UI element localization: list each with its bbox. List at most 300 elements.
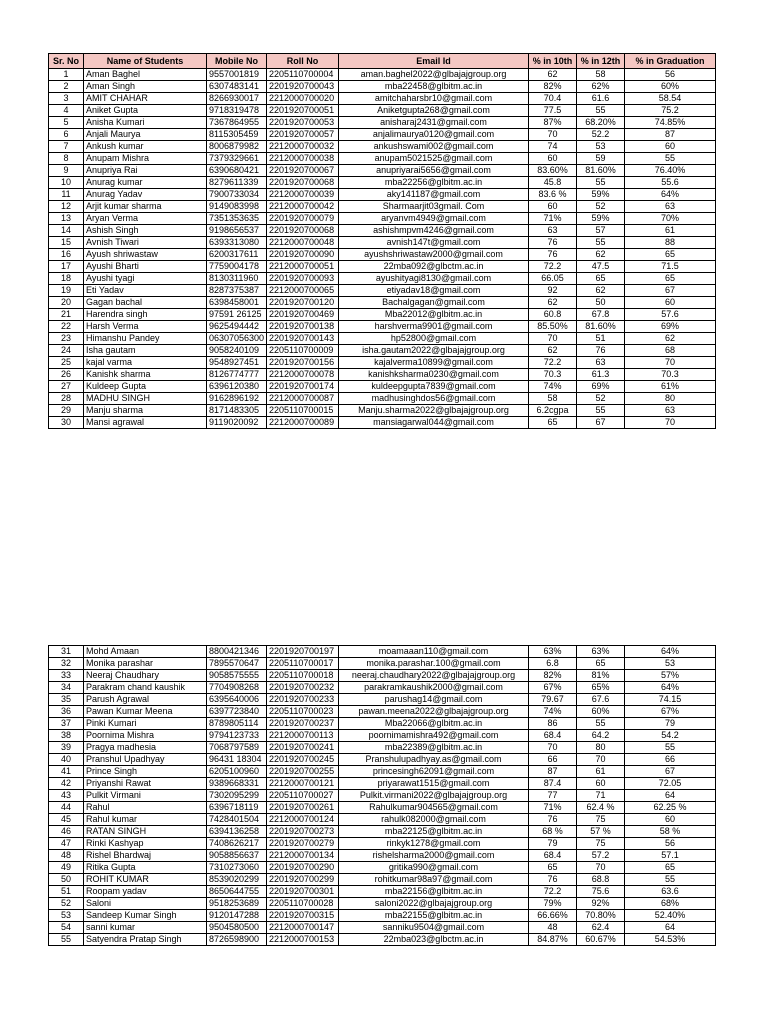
cell-graduation: 74.15 [625,694,716,706]
cell-email: anupriyarai5656@gmail.com [339,165,529,177]
cell-roll: 2201920700299 [267,874,339,886]
cell-mobile: 8789805114 [207,718,267,730]
cell-sr-no: 8 [49,153,84,165]
cell-sr-no: 29 [49,405,84,417]
cell-email: rinkyk1278@gmail.com [339,838,529,850]
cell-roll: 2201920700301 [267,886,339,898]
table-row [49,249,716,261]
cell-graduation: 63 [625,201,716,213]
cell-graduation: 55 [625,742,716,754]
cell-mobile: 6397723840 [207,706,267,718]
cell-10th: 86 [529,718,577,730]
table-row [49,670,716,682]
cell-roll: 2212000700042 [267,201,339,213]
cell-mobile: 9162896192 [207,393,267,405]
table-row [49,814,716,826]
cell-name: Harsh Verma [84,321,207,333]
cell-graduation: 64 [625,922,716,934]
cell-name: Avnish Tiwari [84,237,207,249]
cell-email: etiyadav18@gmail.com [339,285,529,297]
cell-graduation: 79 [625,718,716,730]
cell-graduation: 52.40% [625,910,716,922]
cell-email: sanniku9504@gmail.com [339,922,529,934]
cell-graduation: 54.53% [625,934,716,946]
cell-graduation: 63 [625,405,716,417]
cell-sr-no: 27 [49,381,84,393]
cell-sr-no: 24 [49,345,84,357]
cell-name: Priyanshi Rawat [84,778,207,790]
cell-name: Aman Singh [84,81,207,93]
cell-12th: 68.20% [577,117,625,129]
cell-email: 22mba023@glbctm.ac.in [339,934,529,946]
cell-10th: 66.66% [529,910,577,922]
cell-sr-no: 41 [49,766,84,778]
cell-10th: 87% [529,117,577,129]
cell-name: Roopam yadav [84,886,207,898]
header-sr-no: Sr. No [49,54,84,69]
table-row [49,81,716,93]
cell-10th: 68.4 [529,850,577,862]
cell-name: Pinki Kumari [84,718,207,730]
cell-roll: 2212000700087 [267,393,339,405]
cell-email: Manju.sharma2022@glbajajgroup.org [339,405,529,417]
cell-10th: 72.2 [529,357,577,369]
cell-roll: 2212000700048 [267,237,339,249]
cell-roll: 2212000700089 [267,417,339,429]
cell-12th: 80 [577,742,625,754]
cell-mobile: 9389668331 [207,778,267,790]
cell-name: Anupriya Rai [84,165,207,177]
cell-mobile: 9149083998 [207,201,267,213]
cell-mobile: 6393313080 [207,237,267,249]
cell-10th: 66.05 [529,273,577,285]
table-row [49,285,716,297]
cell-roll: 2201920700233 [267,694,339,706]
cell-sr-no: 42 [49,778,84,790]
cell-12th: 67.6 [577,694,625,706]
cell-10th: 71% [529,213,577,225]
cell-email: ayushshriwastaw2000@gmail.com [339,249,529,261]
cell-roll: 2201920700197 [267,646,339,658]
table-row [49,321,716,333]
cell-name: Aryan Verma [84,213,207,225]
table-row [49,934,716,946]
cell-12th: 58 [577,69,625,81]
cell-roll: 2212000700134 [267,850,339,862]
cell-12th: 65% [577,682,625,694]
cell-roll: 2201920700156 [267,357,339,369]
cell-12th: 51 [577,333,625,345]
cell-email: mba22256@glbitm.ac.in [339,177,529,189]
cell-roll: 2212000700020 [267,93,339,105]
cell-12th: 81% [577,670,625,682]
cell-roll: 2201920700279 [267,838,339,850]
cell-sr-no: 13 [49,213,84,225]
cell-10th: 74% [529,706,577,718]
cell-graduation: 65 [625,249,716,261]
cell-10th: 62 [529,297,577,309]
cell-email: mba22155@glbitm.ac.in [339,910,529,922]
cell-mobile: 7310273060 [207,862,267,874]
cell-roll: 2212000700147 [267,922,339,934]
cell-10th: 60 [529,153,577,165]
table-row [49,405,716,417]
cell-name: Anurag Yadav [84,189,207,201]
cell-sr-no: 50 [49,874,84,886]
cell-email: kanishksharma0230@gmail.com [339,369,529,381]
cell-roll: 2201920700053 [267,117,339,129]
cell-10th: 82% [529,670,577,682]
cell-name: Manju sharma [84,405,207,417]
cell-mobile: 7379329661 [207,153,267,165]
table-row [49,802,716,814]
cell-mobile: 9120147288 [207,910,267,922]
cell-name: Ayushi tyagi [84,273,207,285]
cell-roll: 2212000700065 [267,285,339,297]
cell-graduation: 87 [625,129,716,141]
cell-email: priyarawat1515@gmail.com [339,778,529,790]
cell-graduation: 62.25 % [625,802,716,814]
cell-graduation: 70.3 [625,369,716,381]
cell-name: Rishel Bhardwaj [84,850,207,862]
cell-mobile: 8650644755 [207,886,267,898]
cell-10th: 45.8 [529,177,577,189]
cell-mobile: 8171483305 [207,405,267,417]
cell-roll: 2201920700232 [267,682,339,694]
table-row [49,105,716,117]
cell-graduation: 64 [625,790,716,802]
cell-roll: 2201920700261 [267,802,339,814]
cell-name: Monika parashar [84,658,207,670]
cell-graduation: 58 % [625,826,716,838]
cell-10th: 76 [529,814,577,826]
cell-roll: 2205110700015 [267,405,339,417]
cell-graduation: 56 [625,69,716,81]
table-row [49,790,716,802]
cell-email: mansiagarwal044@gmail.com [339,417,529,429]
table-body-part-2 [49,646,716,946]
cell-12th: 59% [577,189,625,201]
cell-roll: 2212000700051 [267,261,339,273]
cell-roll: 2201920700245 [267,754,339,766]
cell-email: ayushityagi8130@gmail.com [339,273,529,285]
cell-roll: 2212000700124 [267,814,339,826]
cell-graduation: 64% [625,189,716,201]
cell-name: Harendra singh [84,309,207,321]
cell-name: Mansi agrawal [84,417,207,429]
cell-10th: 79% [529,898,577,910]
cell-10th: 58 [529,393,577,405]
cell-10th: 84.87% [529,934,577,946]
table-row [49,922,716,934]
cell-10th: 72.2 [529,886,577,898]
cell-name: Rinki Kashyap [84,838,207,850]
cell-12th: 55 [577,237,625,249]
cell-graduation: 80 [625,393,716,405]
cell-sr-no: 4 [49,105,84,117]
cell-name: Pragya madhesia [84,742,207,754]
cell-name: Satyendra Pratap Singh [84,934,207,946]
cell-sr-no: 20 [49,297,84,309]
cell-mobile: 96431 18304 [207,754,267,766]
table-row [49,393,716,405]
cell-roll: 2201920700138 [267,321,339,333]
cell-name: Anjali Maurya [84,129,207,141]
table-row [49,213,716,225]
cell-name: Ankush kumar [84,141,207,153]
cell-roll: 2212000700039 [267,189,339,201]
table-row [49,682,716,694]
cell-roll: 2201920700469 [267,309,339,321]
cell-10th: 87.4 [529,778,577,790]
cell-email: mba22156@glbitm.ac.in [339,886,529,898]
table-row [49,742,716,754]
cell-roll: 2201920700241 [267,742,339,754]
cell-mobile: 8006879982 [207,141,267,153]
cell-graduation: 76.40% [625,165,716,177]
cell-roll: 2201920700043 [267,81,339,93]
cell-mobile: 7068797589 [207,742,267,754]
cell-12th: 62 [577,285,625,297]
cell-graduation: 65 [625,862,716,874]
cell-sr-no: 1 [49,69,84,81]
cell-10th: 74% [529,381,577,393]
cell-10th: 68 % [529,826,577,838]
cell-graduation: 57.6 [625,309,716,321]
cell-graduation: 70% [625,213,716,225]
cell-12th: 76 [577,345,625,357]
cell-name: kajal varma [84,357,207,369]
table-row [49,357,716,369]
cell-mobile: 9518253689 [207,898,267,910]
cell-10th: 70.4 [529,93,577,105]
cell-name: AMIT CHAHAR [84,93,207,105]
table-row [49,153,716,165]
header-mobile: Mobile No [207,54,267,69]
cell-sr-no: 15 [49,237,84,249]
cell-roll: 2201920700057 [267,129,339,141]
cell-12th: 62% [577,81,625,93]
cell-email: 22mba092@glbctm.ac.in [339,261,529,273]
cell-email: Mba22066@glbitm.ac.in [339,718,529,730]
cell-name: RATAN SINGH [84,826,207,838]
cell-mobile: 8130311960 [207,273,267,285]
cell-roll: 2205110700023 [267,706,339,718]
table-row [49,261,716,273]
table-row [49,898,716,910]
cell-graduation: 68% [625,898,716,910]
cell-email: princesingh62091@gmail.com [339,766,529,778]
cell-10th: 6.8 [529,658,577,670]
cell-12th: 69% [577,381,625,393]
cell-mobile: 6396718119 [207,802,267,814]
cell-sr-no: 34 [49,682,84,694]
cell-mobile: 7895570647 [207,658,267,670]
cell-10th: 66 [529,754,577,766]
cell-mobile: 7351353635 [207,213,267,225]
cell-10th: 6.2cgpa [529,405,577,417]
cell-name: Ayushi Bharti [84,261,207,273]
cell-10th: 60 [529,201,577,213]
cell-roll: 2201920700273 [267,826,339,838]
cell-sr-no: 6 [49,129,84,141]
cell-name: Aniket Gupta [84,105,207,117]
cell-mobile: 6205100960 [207,766,267,778]
cell-roll: 2201920700093 [267,273,339,285]
cell-roll: 2205110700009 [267,345,339,357]
cell-name: Mohd Amaan [84,646,207,658]
cell-email: Pulkit.virmani2022@glbajajgroup.org [339,790,529,802]
cell-12th: 52 [577,393,625,405]
cell-email: harshverma9901@gmail.com [339,321,529,333]
cell-roll: 2201920700068 [267,177,339,189]
cell-graduation: 55 [625,874,716,886]
cell-12th: 92% [577,898,625,910]
cell-email: parakramkaushik2000@gmail.com [339,682,529,694]
cell-sr-no: 7 [49,141,84,153]
cell-10th: 92 [529,285,577,297]
cell-email: avnish147t@gmail.com [339,237,529,249]
cell-10th: 65 [529,417,577,429]
cell-email: ashishmpvm4246@gmail.com [339,225,529,237]
table-row [49,177,716,189]
header-roll: Roll No [267,54,339,69]
cell-mobile: 7367864955 [207,117,267,129]
table-row [49,838,716,850]
table-row [49,165,716,177]
cell-name: Kuldeep Gupta [84,381,207,393]
cell-sr-no: 10 [49,177,84,189]
cell-12th: 64.2 [577,730,625,742]
cell-10th: 87 [529,766,577,778]
header-name: Name of Students [84,54,207,69]
cell-12th: 52 [577,201,625,213]
cell-roll: 2201920700315 [267,910,339,922]
cell-sr-no: 16 [49,249,84,261]
cell-graduation: 63.6 [625,886,716,898]
cell-email: ankushswami002@gmail.com [339,141,529,153]
cell-name: Neeraj Chaudhary [84,670,207,682]
cell-email: anisharaj2431@gmail.com [339,117,529,129]
cell-10th: 71% [529,802,577,814]
cell-name: Arjit kumar sharma [84,201,207,213]
cell-name: Ashish Singh [84,225,207,237]
cell-graduation: 55.6 [625,177,716,189]
cell-graduation: 65 [625,273,716,285]
cell-mobile: 6200317611 [207,249,267,261]
table-row [49,850,716,862]
cell-sr-no: 55 [49,934,84,946]
cell-10th: 77 [529,790,577,802]
cell-mobile: 8115305459 [207,129,267,141]
cell-mobile: 6394136258 [207,826,267,838]
cell-10th: 68.4 [529,730,577,742]
cell-mobile: 8266930017 [207,93,267,105]
cell-name: Aman Baghel [84,69,207,81]
table-row [49,754,716,766]
cell-mobile: 8539020299 [207,874,267,886]
cell-sr-no: 11 [49,189,84,201]
cell-sr-no: 21 [49,309,84,321]
cell-name: Anurag kumar [84,177,207,189]
cell-roll: 2212000700121 [267,778,339,790]
cell-sr-no: 12 [49,201,84,213]
cell-10th: 79.67 [529,694,577,706]
cell-email: Bachalgagan@gmail.com [339,297,529,309]
cell-name: Anisha Kumari [84,117,207,129]
cell-10th: 63 [529,225,577,237]
cell-email: kajalverma10899@gmail.com [339,357,529,369]
cell-12th: 67.8 [577,309,625,321]
cell-sr-no: 22 [49,321,84,333]
table-row [49,309,716,321]
cell-graduation: 61% [625,381,716,393]
cell-graduation: 75.2 [625,105,716,117]
cell-sr-no: 2 [49,81,84,93]
cell-roll: 2205110700028 [267,898,339,910]
cell-10th: 76 [529,249,577,261]
cell-mobile: 9548927451 [207,357,267,369]
cell-sr-no: 43 [49,790,84,802]
cell-mobile: 7759004178 [207,261,267,273]
cell-12th: 63 [577,357,625,369]
cell-email: aryanvm4949@gmail.com [339,213,529,225]
cell-email: kuldeepgupta7839@gmail.com [339,381,529,393]
table-row [49,297,716,309]
cell-graduation: 67 [625,285,716,297]
cell-roll: 2205110700018 [267,670,339,682]
cell-mobile: 8279611339 [207,177,267,189]
cell-sr-no: 19 [49,285,84,297]
cell-graduation: 57% [625,670,716,682]
cell-name: Isha gautam [84,345,207,357]
cell-email: mba22458@glbitm.ac.in [339,81,529,93]
cell-name: sanni kumar [84,922,207,934]
cell-10th: 62 [529,345,577,357]
cell-email: mba22389@glbitm.ac.in [339,742,529,754]
cell-graduation: 70 [625,417,716,429]
cell-sr-no: 18 [49,273,84,285]
cell-sr-no: 3 [49,93,84,105]
cell-name: Pawan Kumar Meena [84,706,207,718]
cell-graduation: 60 [625,297,716,309]
cell-12th: 55 [577,105,625,117]
cell-graduation: 60% [625,81,716,93]
cell-12th: 61.6 [577,93,625,105]
table-row [49,778,716,790]
cell-graduation: 61 [625,225,716,237]
cell-graduation: 71.5 [625,261,716,273]
cell-sr-no: 9 [49,165,84,177]
cell-12th: 60 [577,778,625,790]
cell-mobile: 7408626217 [207,838,267,850]
cell-graduation: 55 [625,153,716,165]
table-row [49,646,716,658]
cell-roll: 2201920700079 [267,213,339,225]
cell-mobile: 6390680421 [207,165,267,177]
cell-name: Gagan bachal [84,297,207,309]
cell-12th: 65 [577,658,625,670]
table-row [49,706,716,718]
cell-mobile: 6395640006 [207,694,267,706]
cell-10th: 63% [529,646,577,658]
table-body-part-1 [49,69,716,429]
cell-12th: 68.8 [577,874,625,886]
cell-mobile: 9794123733 [207,730,267,742]
table-row [49,201,716,213]
cell-12th: 75 [577,814,625,826]
cell-10th: 72.2 [529,261,577,273]
